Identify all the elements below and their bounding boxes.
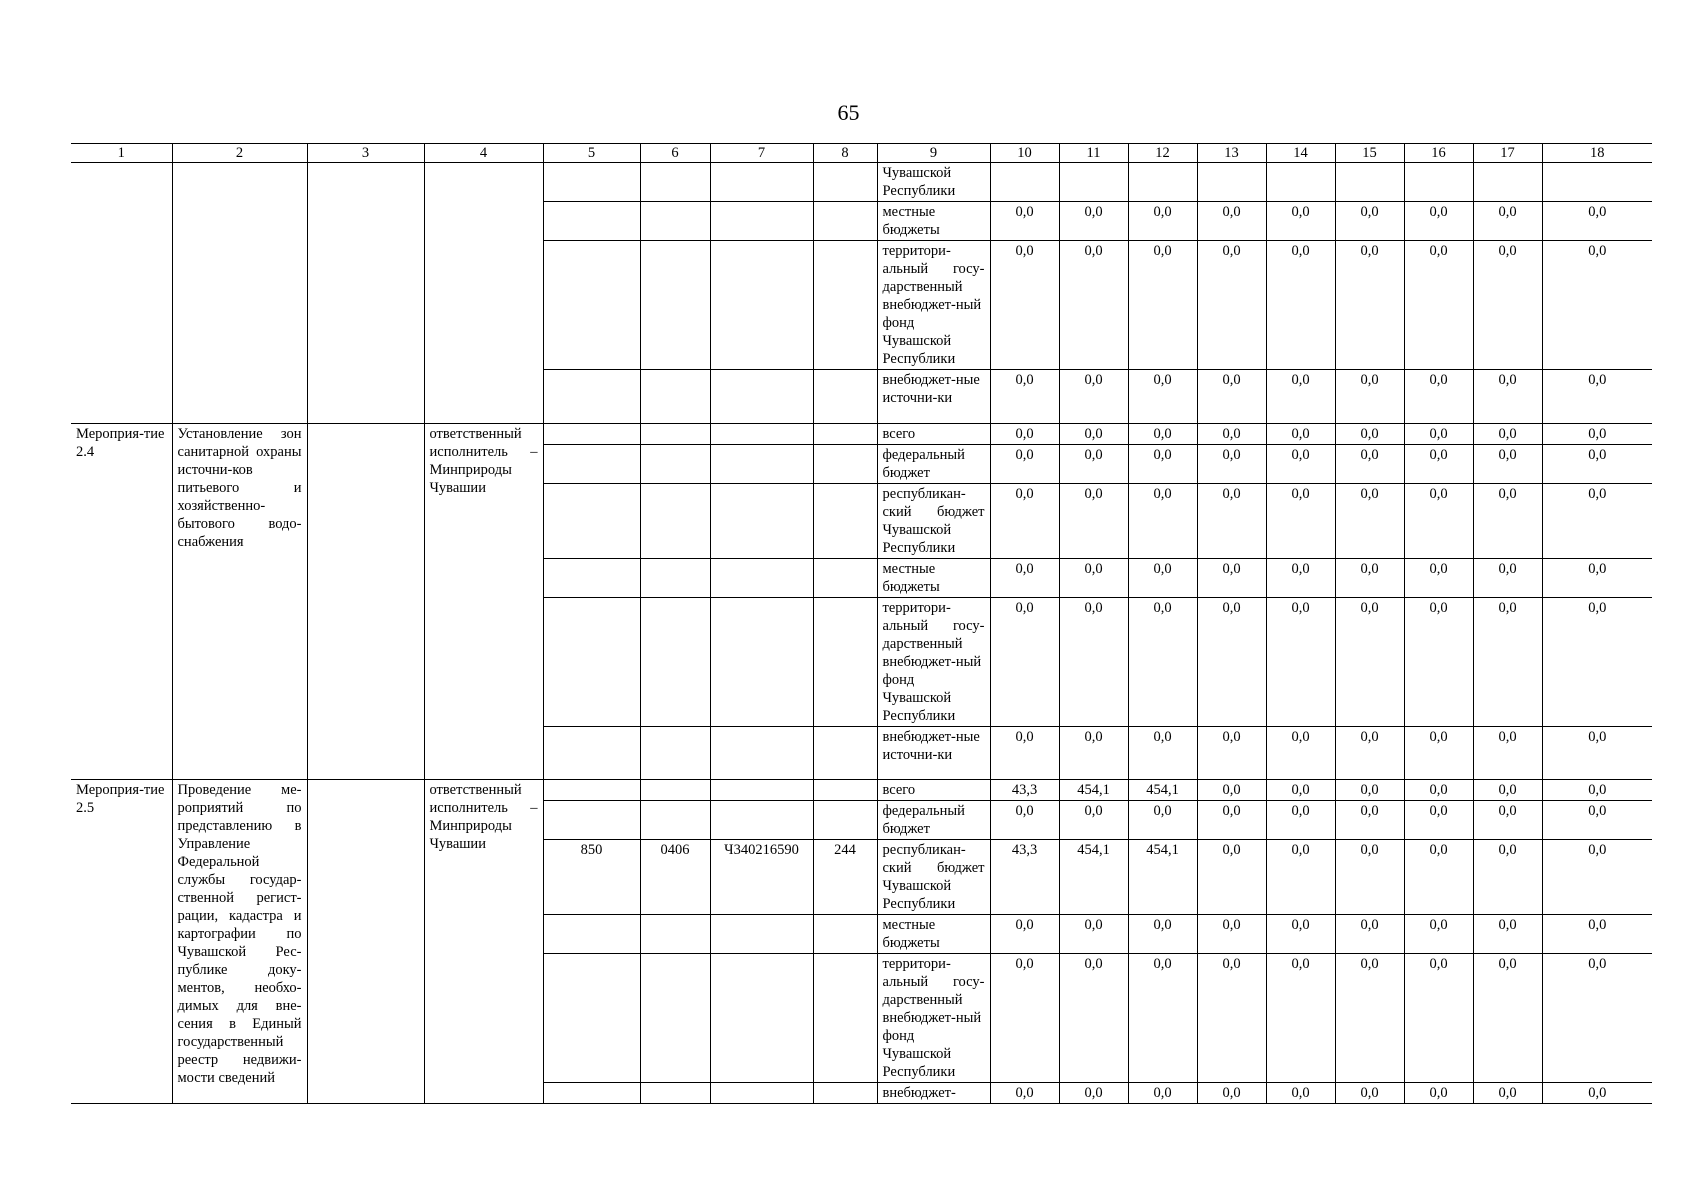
value-cell: 0,0: [1335, 598, 1404, 727]
grbs-code-cell: [543, 424, 640, 445]
header-row: [71, 144, 1652, 163]
grbs-code-cell: [543, 598, 640, 727]
value-cell: [990, 163, 1059, 202]
value-cell: 0,0: [1266, 484, 1335, 559]
target-article-cell: [710, 1083, 813, 1104]
value-cell: 0,0: [1197, 202, 1266, 241]
value-cell: 0,0: [1059, 241, 1128, 370]
value-cell: 0,0: [1473, 801, 1542, 840]
executor-cell: [424, 163, 543, 424]
measure-code-cell: Мероприя-тие 2.4: [71, 424, 172, 780]
value-cell: 0,0: [1335, 727, 1404, 780]
value-cell: 0,0: [1335, 915, 1404, 954]
measure-code-cell: [71, 163, 172, 424]
funding-source-cell: федеральный бюджет: [877, 445, 990, 484]
expense-type-cell: [813, 727, 877, 780]
section-code-cell: [640, 954, 710, 1083]
grbs-code-cell: [543, 1083, 640, 1104]
column-header: 3: [307, 144, 424, 163]
value-cell: 0,0: [990, 445, 1059, 484]
funding-source-cell: местные бюджеты: [877, 202, 990, 241]
value-cell: 0,0: [1266, 424, 1335, 445]
value-cell: 43,3: [990, 780, 1059, 801]
value-cell: 0,0: [1473, 840, 1542, 915]
funding-source-cell: федеральный бюджет: [877, 801, 990, 840]
code-cell: [813, 370, 877, 424]
column-header: 1: [71, 144, 172, 163]
value-cell: [1197, 163, 1266, 202]
value-cell: 0,0: [990, 241, 1059, 370]
code-cell: [640, 202, 710, 241]
value-cell: 0,0: [1128, 370, 1197, 424]
value-cell: 0,0: [1473, 598, 1542, 727]
funding-source-cell: местные бюджеты: [877, 559, 990, 598]
value-cell: 0,0: [1473, 1083, 1542, 1104]
value-cell: 43,3: [990, 840, 1059, 915]
code-cell: [543, 202, 640, 241]
value-cell: 0,0: [990, 801, 1059, 840]
code-cell: [710, 241, 813, 370]
value-cell: 0,0: [990, 598, 1059, 727]
code-cell: [813, 163, 877, 202]
grbs-code-cell: [543, 954, 640, 1083]
code-cell: [543, 370, 640, 424]
value-cell: 0,0: [990, 484, 1059, 559]
expense-type-cell: [813, 559, 877, 598]
column-header: 17: [1473, 144, 1542, 163]
value-cell: 0,0: [1473, 370, 1542, 424]
value-cell: 0,0: [1542, 780, 1652, 801]
value-cell: [1335, 163, 1404, 202]
value-cell: [1059, 163, 1128, 202]
col3-cell: [307, 163, 424, 424]
expense-type-cell: [813, 484, 877, 559]
value-cell: 0,0: [1059, 915, 1128, 954]
expense-type-cell: 244: [813, 840, 877, 915]
target-article-cell: [710, 727, 813, 780]
column-header: 6: [640, 144, 710, 163]
value-cell: 0,0: [1059, 598, 1128, 727]
value-cell: 0,0: [990, 202, 1059, 241]
code-cell: [813, 241, 877, 370]
value-cell: 0,0: [1197, 727, 1266, 780]
grbs-code-cell: [543, 559, 640, 598]
value-cell: [1473, 163, 1542, 202]
section-code-cell: [640, 559, 710, 598]
executor-cell: ответственный исполнитель – Минприроды Чувашии: [424, 424, 543, 780]
funding-source-cell: внебюджет-: [877, 1083, 990, 1104]
value-cell: 0,0: [1335, 424, 1404, 445]
value-cell: 0,0: [1542, 484, 1652, 559]
value-cell: 0,0: [1404, 370, 1473, 424]
value-cell: 0,0: [1197, 424, 1266, 445]
value-cell: 0,0: [1542, 370, 1652, 424]
value-cell: 0,0: [1404, 1083, 1473, 1104]
value-cell: 0,0: [1473, 727, 1542, 780]
value-cell: 0,0: [1542, 559, 1652, 598]
value-cell: 0,0: [1128, 801, 1197, 840]
section-code-cell: [640, 1083, 710, 1104]
value-cell: 0,0: [1404, 598, 1473, 727]
value-cell: 0,0: [1335, 780, 1404, 801]
value-cell: 0,0: [1059, 559, 1128, 598]
code-cell: [813, 202, 877, 241]
value-cell: 0,0: [1335, 241, 1404, 370]
section-code-cell: [640, 727, 710, 780]
value-cell: 0,0: [1335, 202, 1404, 241]
table-row: [71, 780, 1652, 801]
value-cell: 0,0: [1335, 370, 1404, 424]
value-cell: 0,0: [1335, 559, 1404, 598]
funding-source-cell: всего: [877, 424, 990, 445]
measure-name-cell: Установление зон санитарной охраны источни-ков питьевого и хозяйственно-бытового водо-снабжения: [172, 424, 307, 780]
expense-type-cell: [813, 445, 877, 484]
code-cell: [710, 163, 813, 202]
expense-type-cell: [813, 954, 877, 1083]
funding-source-cell: местные бюджеты: [877, 915, 990, 954]
value-cell: 0,0: [1335, 840, 1404, 915]
value-cell: 0,0: [1335, 1083, 1404, 1104]
value-cell: 0,0: [1542, 445, 1652, 484]
column-header: 10: [990, 144, 1059, 163]
section-code-cell: [640, 484, 710, 559]
funding-source-cell: Чувашской Республики: [877, 163, 990, 202]
column-header: 9: [877, 144, 990, 163]
col3-cell: [307, 780, 424, 1104]
funding-source-cell: всего: [877, 780, 990, 801]
table-row: [71, 424, 1652, 445]
grbs-code-cell: [543, 780, 640, 801]
value-cell: 0,0: [1128, 954, 1197, 1083]
value-cell: 0,0: [1335, 954, 1404, 1083]
funding-source-cell: территори-альный госу-дарственный внебюджет-ный фонд Чувашской Республики: [877, 954, 990, 1083]
value-cell: 0,0: [1128, 727, 1197, 780]
value-cell: 0,0: [1197, 370, 1266, 424]
value-cell: [1404, 163, 1473, 202]
value-cell: 0,0: [1059, 954, 1128, 1083]
funding-source-cell: внебюджет-ные источни-ки: [877, 370, 990, 424]
column-header: 18: [1542, 144, 1652, 163]
value-cell: 0,0: [1404, 241, 1473, 370]
value-cell: 0,0: [990, 1083, 1059, 1104]
code-cell: [543, 241, 640, 370]
value-cell: 0,0: [1266, 915, 1335, 954]
page-number: 65: [837, 100, 860, 125]
target-article-cell: [710, 445, 813, 484]
value-cell: 0,0: [1542, 202, 1652, 241]
section-code-cell: 0406: [640, 840, 710, 915]
value-cell: 0,0: [1197, 840, 1266, 915]
value-cell: 0,0: [1266, 954, 1335, 1083]
value-cell: 0,0: [1542, 727, 1652, 780]
value-cell: 454,1: [1059, 840, 1128, 915]
value-cell: 0,0: [1059, 370, 1128, 424]
funding-source-cell: внебюджет-ные источни-ки: [877, 727, 990, 780]
value-cell: 0,0: [1128, 915, 1197, 954]
value-cell: 0,0: [1128, 559, 1197, 598]
value-cell: 0,0: [990, 915, 1059, 954]
column-header: 14: [1266, 144, 1335, 163]
target-article-cell: [710, 484, 813, 559]
value-cell: 0,0: [1542, 241, 1652, 370]
value-cell: 0,0: [1404, 424, 1473, 445]
value-cell: 0,0: [1266, 241, 1335, 370]
section-code-cell: [640, 445, 710, 484]
column-header: 12: [1128, 144, 1197, 163]
column-header: 5: [543, 144, 640, 163]
column-header: 16: [1404, 144, 1473, 163]
section-code-cell: [640, 424, 710, 445]
value-cell: 0,0: [1266, 598, 1335, 727]
grbs-code-cell: [543, 801, 640, 840]
expense-type-cell: [813, 801, 877, 840]
value-cell: 0,0: [1335, 445, 1404, 484]
column-header: 11: [1059, 144, 1128, 163]
value-cell: 0,0: [1266, 370, 1335, 424]
value-cell: [1128, 163, 1197, 202]
value-cell: 0,0: [1404, 445, 1473, 484]
value-cell: 0,0: [1128, 1083, 1197, 1104]
value-cell: 0,0: [1059, 445, 1128, 484]
value-cell: 0,0: [1128, 424, 1197, 445]
target-article-cell: [710, 954, 813, 1083]
value-cell: 0,0: [1197, 241, 1266, 370]
value-cell: 0,0: [1335, 801, 1404, 840]
value-cell: 0,0: [1266, 559, 1335, 598]
column-header: 15: [1335, 144, 1404, 163]
value-cell: [1542, 163, 1652, 202]
target-article-cell: [710, 559, 813, 598]
value-cell: 0,0: [1473, 780, 1542, 801]
value-cell: 0,0: [1128, 445, 1197, 484]
target-article-cell: [710, 598, 813, 727]
value-cell: 0,0: [1059, 484, 1128, 559]
value-cell: 0,0: [1473, 202, 1542, 241]
value-cell: 0,0: [1266, 840, 1335, 915]
column-header: 13: [1197, 144, 1266, 163]
funding-source-cell: республикан-ский бюджет Чувашской Республики: [877, 484, 990, 559]
code-cell: [710, 202, 813, 241]
value-cell: 0,0: [1128, 202, 1197, 241]
value-cell: 0,0: [1197, 1083, 1266, 1104]
value-cell: 0,0: [1266, 780, 1335, 801]
value-cell: 0,0: [1542, 915, 1652, 954]
value-cell: 0,0: [1197, 559, 1266, 598]
grbs-code-cell: [543, 484, 640, 559]
value-cell: 0,0: [1128, 598, 1197, 727]
value-cell: 0,0: [1128, 241, 1197, 370]
value-cell: [1266, 163, 1335, 202]
expense-type-cell: [813, 1083, 877, 1104]
section-code-cell: [640, 780, 710, 801]
grbs-code-cell: [543, 915, 640, 954]
section-code-cell: [640, 915, 710, 954]
value-cell: 0,0: [1059, 1083, 1128, 1104]
executor-cell: ответственный исполнитель – Минприроды Чувашии: [424, 780, 543, 1104]
funding-source-cell: республикан-ский бюджет Чувашской Республики: [877, 840, 990, 915]
value-cell: 0,0: [1542, 1083, 1652, 1104]
value-cell: 0,0: [1266, 801, 1335, 840]
value-cell: 454,1: [1128, 840, 1197, 915]
value-cell: 0,0: [1473, 445, 1542, 484]
expense-type-cell: [813, 915, 877, 954]
value-cell: 0,0: [1059, 801, 1128, 840]
grbs-code-cell: [543, 727, 640, 780]
expense-type-cell: [813, 780, 877, 801]
value-cell: 0,0: [1197, 780, 1266, 801]
expense-type-cell: [813, 424, 877, 445]
value-cell: 0,0: [1542, 840, 1652, 915]
grbs-code-cell: [543, 445, 640, 484]
value-cell: 0,0: [990, 559, 1059, 598]
value-cell: 454,1: [1059, 780, 1128, 801]
value-cell: 0,0: [1473, 241, 1542, 370]
value-cell: 0,0: [1266, 202, 1335, 241]
value-cell: 0,0: [1404, 484, 1473, 559]
measure-name-cell: [172, 163, 307, 424]
value-cell: 0,0: [1473, 484, 1542, 559]
value-cell: 454,1: [1128, 780, 1197, 801]
code-cell: [640, 241, 710, 370]
value-cell: 0,0: [990, 370, 1059, 424]
value-cell: 0,0: [1473, 954, 1542, 1083]
value-cell: 0,0: [1197, 801, 1266, 840]
target-article-cell: [710, 801, 813, 840]
expense-type-cell: [813, 598, 877, 727]
code-cell: [543, 163, 640, 202]
measure-code-cell: Мероприя-тие 2.5: [71, 780, 172, 1104]
value-cell: 0,0: [1542, 954, 1652, 1083]
funding-source-cell: территори-альный госу-дарственный внебюджет-ный фонд Чувашской Республики: [877, 598, 990, 727]
code-cell: [710, 370, 813, 424]
column-header: 7: [710, 144, 813, 163]
target-article-cell: [710, 424, 813, 445]
value-cell: 0,0: [1404, 915, 1473, 954]
value-cell: 0,0: [990, 727, 1059, 780]
target-article-cell: [710, 915, 813, 954]
code-cell: [640, 163, 710, 202]
section-code-cell: [640, 801, 710, 840]
budget-table: [71, 143, 1652, 1104]
value-cell: 0,0: [1404, 727, 1473, 780]
value-cell: 0,0: [1542, 424, 1652, 445]
value-cell: 0,0: [990, 954, 1059, 1083]
value-cell: 0,0: [1404, 801, 1473, 840]
value-cell: 0,0: [1059, 202, 1128, 241]
funding-source-cell: территори-альный госу-дарственный внебюджет-ный фонд Чувашской Республики: [877, 241, 990, 370]
value-cell: 0,0: [1266, 727, 1335, 780]
target-article-cell: Ч340216590: [710, 840, 813, 915]
column-header: 8: [813, 144, 877, 163]
value-cell: 0,0: [1404, 840, 1473, 915]
value-cell: 0,0: [1335, 484, 1404, 559]
value-cell: 0,0: [1473, 559, 1542, 598]
target-article-cell: [710, 780, 813, 801]
value-cell: 0,0: [1197, 954, 1266, 1083]
column-header: 4: [424, 144, 543, 163]
value-cell: 0,0: [1059, 727, 1128, 780]
code-cell: [640, 370, 710, 424]
grbs-code-cell: 850: [543, 840, 640, 915]
value-cell: 0,0: [1128, 484, 1197, 559]
value-cell: 0,0: [1059, 424, 1128, 445]
column-header: 2: [172, 144, 307, 163]
col3-cell: [307, 424, 424, 780]
value-cell: 0,0: [1404, 559, 1473, 598]
value-cell: 0,0: [1197, 598, 1266, 727]
value-cell: 0,0: [1197, 445, 1266, 484]
value-cell: 0,0: [1473, 424, 1542, 445]
value-cell: 0,0: [1542, 598, 1652, 727]
value-cell: 0,0: [1404, 780, 1473, 801]
value-cell: 0,0: [990, 424, 1059, 445]
value-cell: 0,0: [1404, 202, 1473, 241]
value-cell: 0,0: [1197, 484, 1266, 559]
table-row: [71, 163, 1652, 202]
value-cell: 0,0: [1266, 445, 1335, 484]
value-cell: 0,0: [1473, 915, 1542, 954]
value-cell: 0,0: [1197, 915, 1266, 954]
value-cell: 0,0: [1266, 1083, 1335, 1104]
value-cell: 0,0: [1542, 801, 1652, 840]
measure-name-cell: Проведение ме-роприятий по представлению в Управление Федеральной службы государ-ственной регист-рации, кадастра и картографии по Чувашской Рес-публике доку-ментов, необхо-димых для вне-сения в Единый государственный реестр недвижи-мости сведений: [172, 780, 307, 1104]
value-cell: 0,0: [1404, 954, 1473, 1083]
section-code-cell: [640, 598, 710, 727]
